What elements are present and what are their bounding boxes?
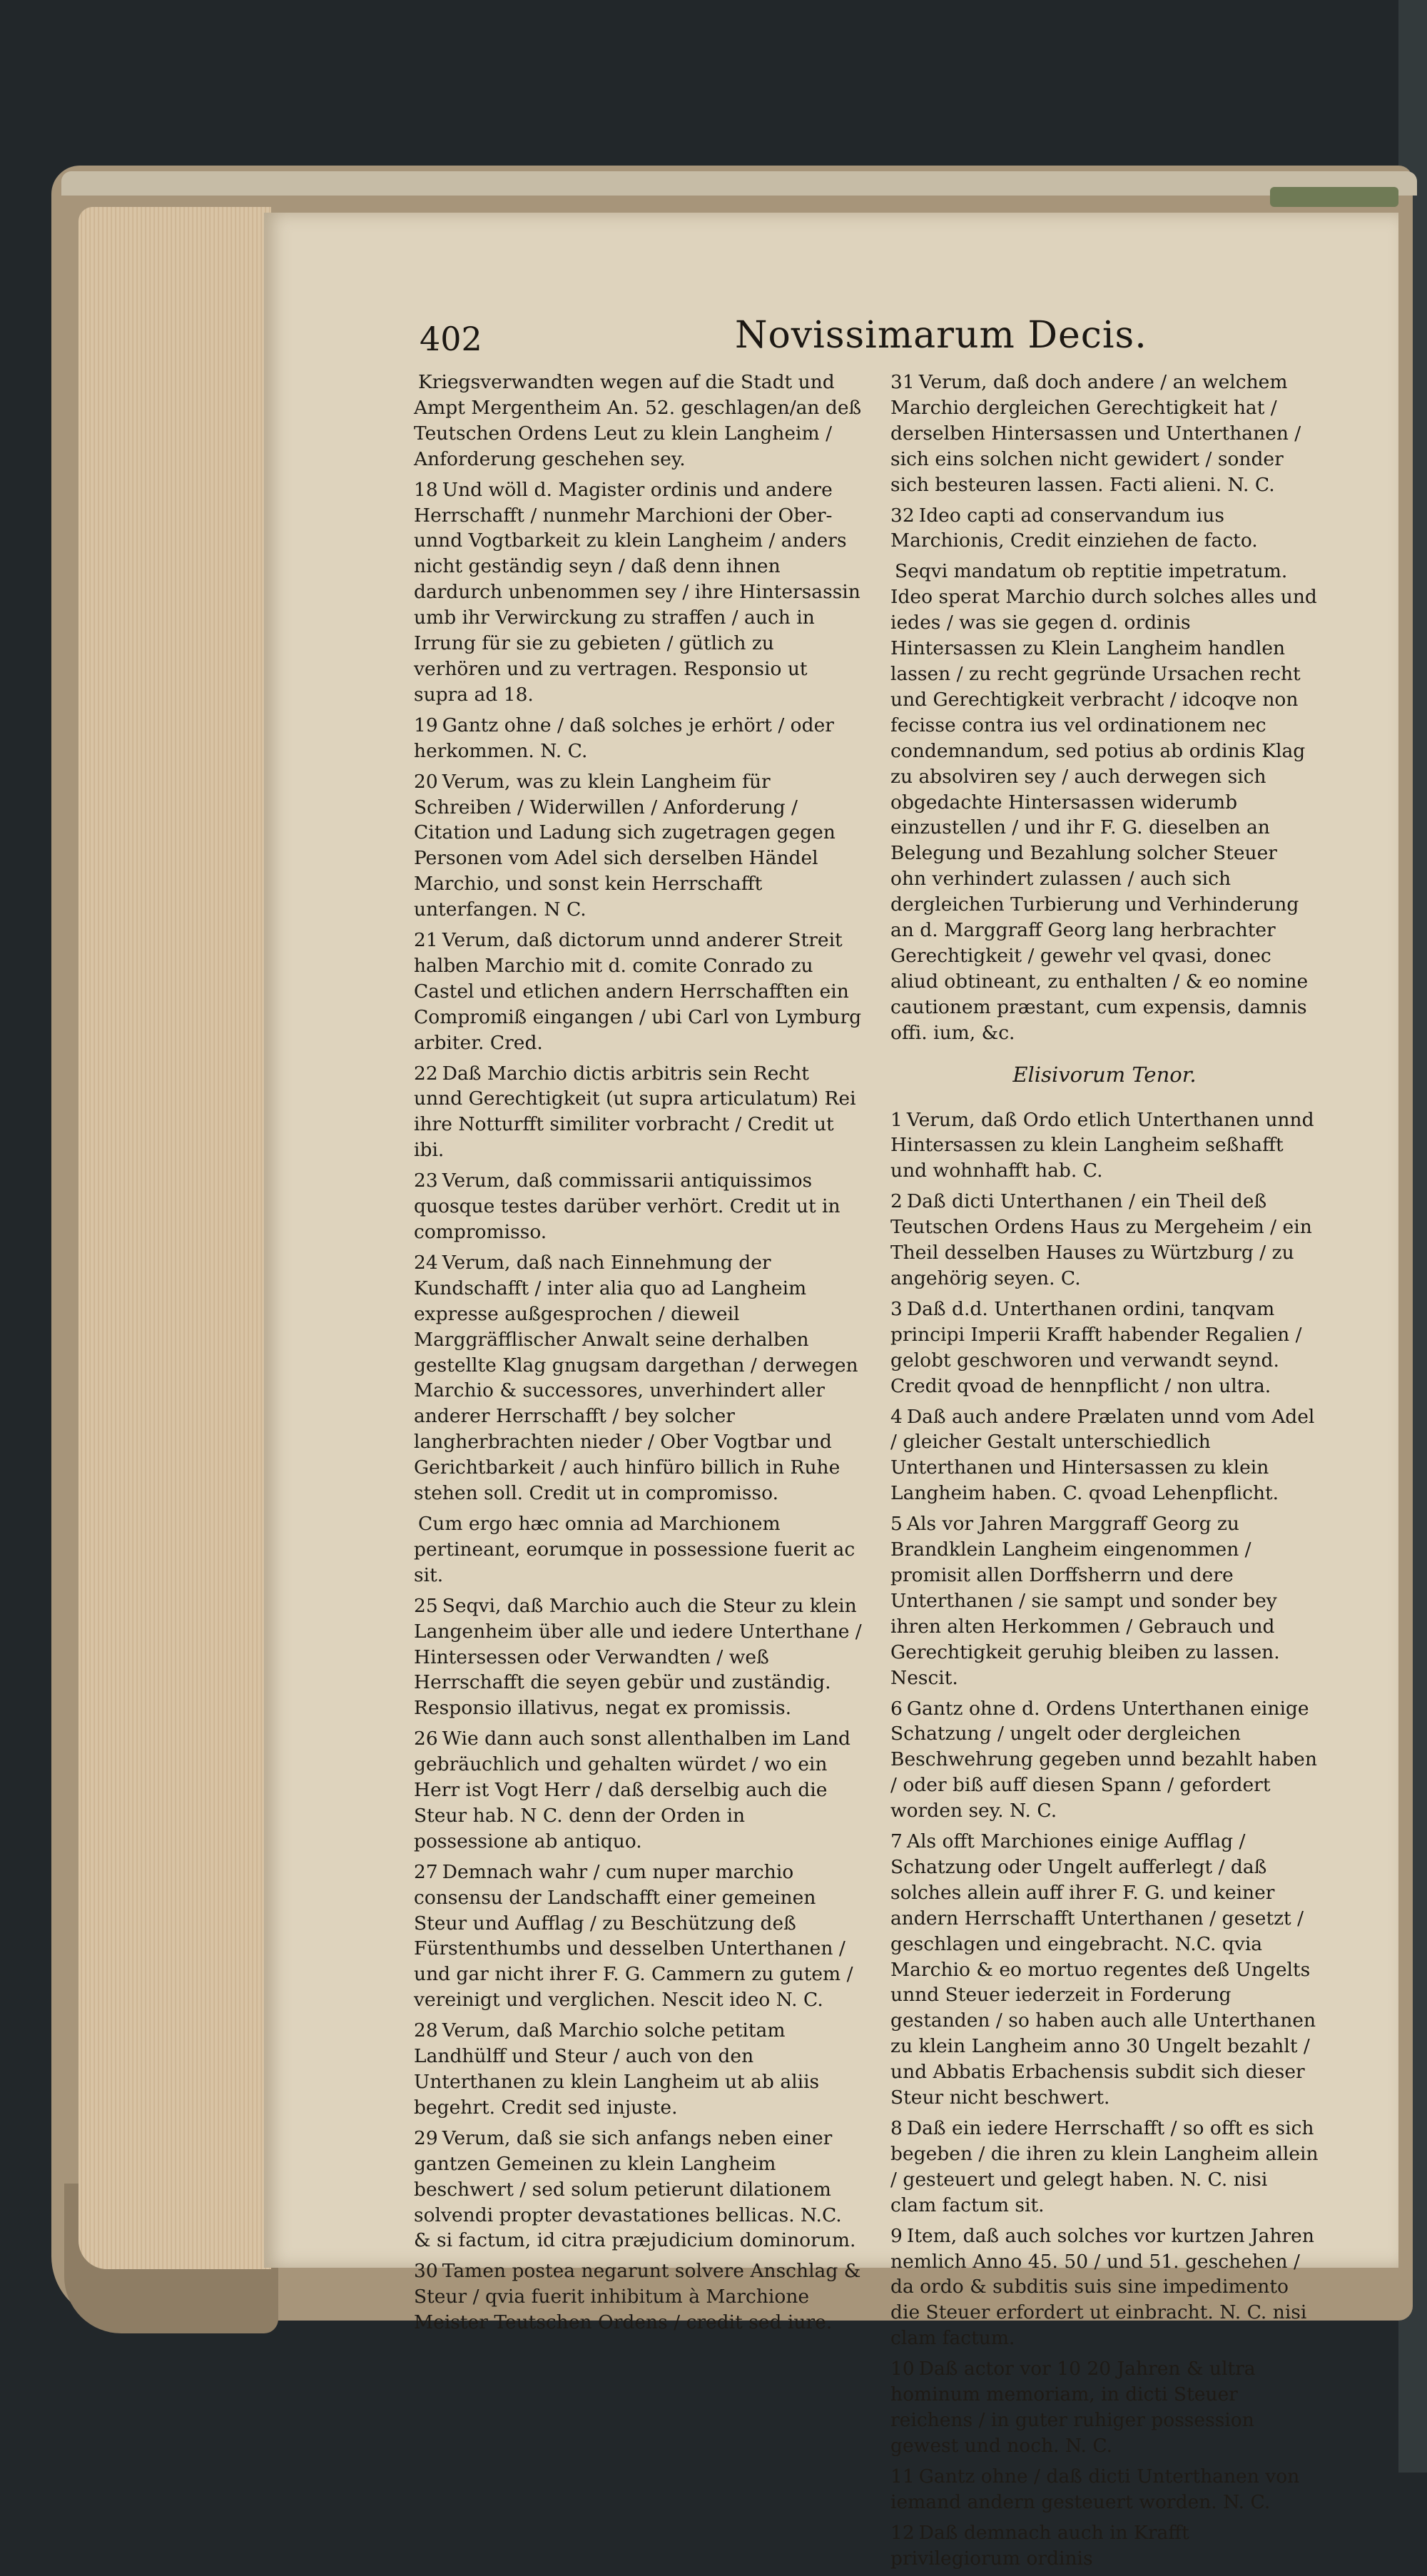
- paragraph-text: Als vor Jahren Marggraff Georg zu Brandklein Langheim eingenommen / promisit allen Dorffsherrn und dere Unterthanen / sie sampt und sonder bey ihren alten Herkommen / Gebrauch und Gerechtigkeit geruhig bleiben zu lassen. Nescit.: [890, 1513, 1280, 1689]
- paragraph-number: 12: [890, 2521, 915, 2544]
- paragraph-number: 22: [414, 1062, 438, 1085]
- paragraph-number: 11: [890, 2465, 915, 2488]
- paragraph-text: Und wöll d. Magister ordinis und andere Herrschafft / nunmehr Marchioni der Ober- unnd Vogtbarkeit zu klein Langheim / anders nicht geständig seyn / daß denn ihnen dardurch unbenommen sey / ihre Hintersassin umb ihr Verwirckung zu straffen / auch in Irrung für sie zu gebieten / gütlich zu verhören und zu vertragen. Responsio ut supra ad 18.: [414, 478, 860, 706]
- paragraph-text: Kriegsverwandten wegen auf die Stadt und Ampt Mergentheim An. 52. geschlagen/an deß Teutschen Ordens Leut zu klein Langheim / Anforderung geschehen sey.: [414, 371, 862, 470]
- paragraph-text: Gantz ohne d. Ordens Unterthanen einige Schatzung / ungelt oder dergleichen Beschwehrung gegeben unnd bezahlt haben / oder biß auff diesen Spann / gefordert worden sey. N. C.: [890, 1697, 1317, 1822]
- paragraph: [414, 769, 863, 923]
- paragraph: [890, 2356, 1319, 2459]
- paragraph-text: Tamen postea negarunt solvere Anschlag & Steur / qvia fuerit inhibitum à Marchione Meister Teutschen Ordens / credit sed iure.: [414, 2260, 861, 2334]
- paragraph-number: 20: [414, 770, 438, 793]
- paragraph: [414, 1511, 863, 1588]
- paragraph-text: Verum, daß commissarii antiquissimos quosque testes darüber verhört. Credit ut in compromisso.: [414, 1170, 841, 1243]
- paragraph-text: Ideo capti ad conservandum ius Marchionis, Credit einziehen de facto.: [890, 504, 1258, 552]
- paragraph-number: 18: [414, 478, 438, 501]
- paragraph-text: Daß dicti Unterthanen / ein Theil deß Teutschen Ordens Haus zu Mergeheim / ein Theil desselben Hauses zu Würtzburg / zu angehörig seyen. C.: [890, 1190, 1312, 1289]
- paragraph: [414, 1250, 863, 1506]
- paragraph: [414, 928, 863, 1056]
- paragraph-number: 1: [890, 1108, 903, 1131]
- tenor-heading: Elisivorum Tenor.: [1012, 1062, 1197, 1087]
- paragraph-number: 10: [890, 2358, 915, 2380]
- paragraph-number: 29: [414, 2126, 438, 2149]
- paragraph-text: Daß ein iedere Herrschafft / so offt es sich begeben / die ihren zu klein Langheim allein / gesteuert und gelegt haben. N. C. nisi clam factum sit.: [890, 2117, 1319, 2216]
- paragraph-text: Demnach wahr / cum nuper marchio consensu der Landschafft einer gemeinen Steur und Aufflag / zu Beschützung deß Fürstenthumbs und desselben Unterthanen / und gar nicht ihrer F. G. Cammern zu gutem / vereinigt und verglichen. Nescit ideo N. C.: [414, 1860, 853, 2012]
- paragraph: [890, 1189, 1319, 1292]
- paragraph-text: Verum, daß Ordo etlich Unterthanen unnd Hintersassen zu klein Langheim seßhafft und wohnhafft hab. C.: [890, 1108, 1314, 1182]
- paragraph-text: Item, daß auch solches vor kurtzen Jahren nemlich Anno 45. 50 / und 51. geschehen / da ordo & subditis suis sine impedimento die Steuer erfordert ut einbracht. N. C. nisi clam factum.: [890, 2224, 1314, 2350]
- paragraph: [890, 2223, 1319, 2352]
- paragraph: [414, 2126, 863, 2254]
- right-text-column: [890, 370, 1319, 2576]
- paragraph: [890, 1696, 1319, 1825]
- paragraph: [890, 1829, 1319, 2111]
- right-column-top: [890, 370, 1319, 1046]
- paragraph: [414, 370, 863, 472]
- paragraph-text: Verum, daß nach Einnehmung der Kundschafft / inter alia quo ad Langheim expresse außgesprochen / dieweil Marggräfflischer Anwalt seine derhalben gestellte Klag gnugsam dargethan / derwegen Marchio & successores, unverhindert aller anderer Herrschafft / bey solcher langherbrachten nieder / Ober Vogtbar und Gerichtbarkeit / auch hinfüro billich in Ruhe stehen soll. Credit ut in compromisso.: [414, 1251, 858, 1505]
- paragraph-text: Seqvi, daß Marchio auch die Steur zu klein Langenheim über alle und iedere Unterthane / Hintersessen oder Verwandten / weß Herrschafft die seyen gebür und zuständig. Responsio illativus, negat ex promissis.: [414, 1594, 862, 1720]
- page-number: 402: [420, 320, 482, 358]
- left-text-column: [414, 370, 863, 2341]
- paragraph-text: Verum, was zu klein Langheim für Schreiben / Widerwillen / Anforderung / Citation und Ladung sich zugetragen gegen Personen vom Adel sich derselben Händel Marchio, und sonst kein Herrschafft unterfangen. N C.: [414, 770, 836, 921]
- paragraph: [890, 1297, 1319, 1399]
- paragraph-number: 24: [414, 1251, 438, 1274]
- paragraph: [414, 1860, 863, 2013]
- paragraph-number: 31: [890, 371, 915, 393]
- paragraph-text: Daß Marchio dictis arbitris sein Recht unnd Gerechtigkeit (ut supra articulatum) Rei ihre Notturfft similiter vorbracht / Credit ut ibi.: [414, 1062, 856, 1162]
- paragraph-number: 7: [890, 1830, 903, 1853]
- paragraph-number: 19: [414, 714, 438, 736]
- paragraph: [890, 1404, 1319, 1507]
- paragraph: [414, 713, 863, 764]
- page-stack: [78, 207, 271, 2269]
- paragraph-number: 9: [890, 2224, 903, 2247]
- paragraph-number: 32: [890, 504, 915, 527]
- paragraph-text: Daß demnach auch in Krafft privilegiorum ordinis: [890, 2521, 1189, 2570]
- paragraph-text: Gantz ohne / daß solches je erhört / oder herkommen. N. C.: [414, 714, 834, 762]
- paragraph-number: 8: [890, 2117, 903, 2139]
- paragraph-number: 28: [414, 2019, 438, 2042]
- book-clasp: [1270, 187, 1398, 207]
- paragraph-text: Verum, daß sie sich anfangs neben einer gantzen Gemeinen zu klein Langheim beschwert / sed solum petierunt dilationem solvendi propter devastationes bellicas. N.C. & si factum, id citra præjudicium dominorum.: [414, 2126, 856, 2252]
- paragraph-text: Verum, daß Marchio solche petitam Landhülff und Steur / auch von den Unterthanen zu klein Langheim ut ab aliis begehrt. Credit sed injuste.: [414, 2019, 820, 2119]
- paragraph-number: 25: [414, 1594, 438, 1617]
- paragraph-text: Daß d.d. Unterthanen ordini, tanqvam principi Imperii Krafft habender Regalien / gelobt geschworen und verwandt seynd. Credit qvoad de hennpflicht / non ultra.: [890, 1297, 1302, 1397]
- paragraph: [414, 2018, 863, 2121]
- paragraph-number: 2: [890, 1190, 903, 1213]
- paragraph: [890, 2520, 1319, 2572]
- paragraph-text: Cum ergo hæc omnia ad Marchionem pertineant, eorumque in possessione fuerit ac sit.: [414, 1512, 855, 1586]
- paragraph: [890, 1107, 1319, 1185]
- paragraph: [890, 503, 1319, 554]
- paragraph-number: 30: [414, 2260, 438, 2283]
- paragraph-number: 23: [414, 1170, 438, 1192]
- paragraph-text: Als offt Marchiones einige Aufflag / Schatzung oder Ungelt aufferlegt / daß solches allein auff ihrer F. G. und keiner andern Herrschafft Unterthanen / gesetzt / geschlagen und eingebracht. N.C. qvia Marchio & eo mortuo regentes deß Ungelts unnd Steuer iederzeit in Forderung gestanden / so haben auch alle Unterthanen zu klein Langheim anno 30 Ungelt bezahlt / und Abbatis Erbachensis subdit sich dieser Steur nicht beschwert.: [890, 1830, 1316, 2109]
- book-top-edge: [61, 171, 1417, 196]
- paragraph-text: Daß auch andere Prælaten unnd vom Adel / gleicher Gestalt unterschiedlich Unterthanen und Hintersassen zu klein Langheim haben. C. qvoad Lehenpflicht.: [890, 1405, 1315, 1505]
- paragraph-text: Verum, daß doch andere / an welchem Marchio dergleichen Gerechtigkeit hat / derselben Hintersassen und Unterthanen / sich eins solchen nicht gewidert / sonder sich besteuren lassen. Facti alieni. N. C.: [890, 371, 1301, 496]
- paragraph-number: 21: [414, 929, 438, 952]
- paragraph-text: Seqvi mandatum ob reptitie impetratum. Ideo sperat Marchio durch solches alles und iedes / was sie gegen d. ordinis Hintersassen zu Klein Langheim handlen lassen / zu recht gegründe Ursachen recht und Gerechtigkeit verbracht / idcoqve non fecisse contra ius vel ordinationem nec condemnandum, sed potius ab ordinis Klag zu absolviren sey / auch derwegen sich obgedachte Hintersassen widerumb einzustellen / und ihr F. G. dieselben an Belegung und Bezahlung solcher Steuer ohn verhindert zulassen / auch sich dergleichen Turbierung und Verhinderung an d. Marggraff Georg lang herbrachter Gerechtigkeit / gewehr vel qvasi, donec aliud obtineant, zu enthalten / & eo nomine cautionem præstant, cum expensis, damnis offi. ium, &c.: [890, 560, 1317, 1044]
- paragraph: [890, 1511, 1319, 1690]
- paragraph-text: Daß actor vor 10 20 Jahren & ultra hominum memoriam, in dicti Steuer reichens / in guter ruhiger possession gewest und noch. N. C.: [890, 2358, 1256, 2457]
- paragraph-number: 5: [890, 1513, 903, 1536]
- paragraph: [414, 477, 863, 708]
- paragraph-number: 27: [414, 1860, 438, 1883]
- paragraph: [414, 1061, 863, 1164]
- paragraph-text: Wie dann auch sonst allenthalben im Land gebräuchlich und gehalten würdet / wo ein Herr ist Vogt Herr / daß derselbig auch die Steur hab. N C. denn der Orden in possessione ab antiquo.: [414, 1728, 850, 1852]
- paragraph: [414, 2258, 863, 2336]
- paragraph-number: 6: [890, 1697, 903, 1720]
- paragraph-number: 26: [414, 1728, 438, 1750]
- paragraph-text: Verum, daß dictorum unnd anderer Streit halben Marchio mit d. comite Conrado zu Castel und etlichen andern Herrschafften ein Compromiß eingangen / ubi Carl von Lymburg arbiter. Cred.: [414, 929, 862, 1054]
- paragraph: [414, 1168, 863, 1245]
- paragraph: [890, 370, 1319, 498]
- page-title: Novissimarum Decis.: [735, 314, 1147, 357]
- paragraph-number: 4: [890, 1405, 903, 1428]
- paragraph: [890, 559, 1319, 1045]
- paragraph: [890, 2116, 1319, 2218]
- paragraph: [414, 1726, 863, 1855]
- paragraph: [414, 1593, 863, 1722]
- paragraph-text: Gantz ohne / daß dicti Unterthanen von iemand andern gesteuert worden. N. C.: [890, 2465, 1300, 2513]
- paragraph: [890, 2464, 1319, 2515]
- right-column-bottom: [890, 1107, 1319, 2572]
- paragraph-number: 3: [890, 1297, 903, 1320]
